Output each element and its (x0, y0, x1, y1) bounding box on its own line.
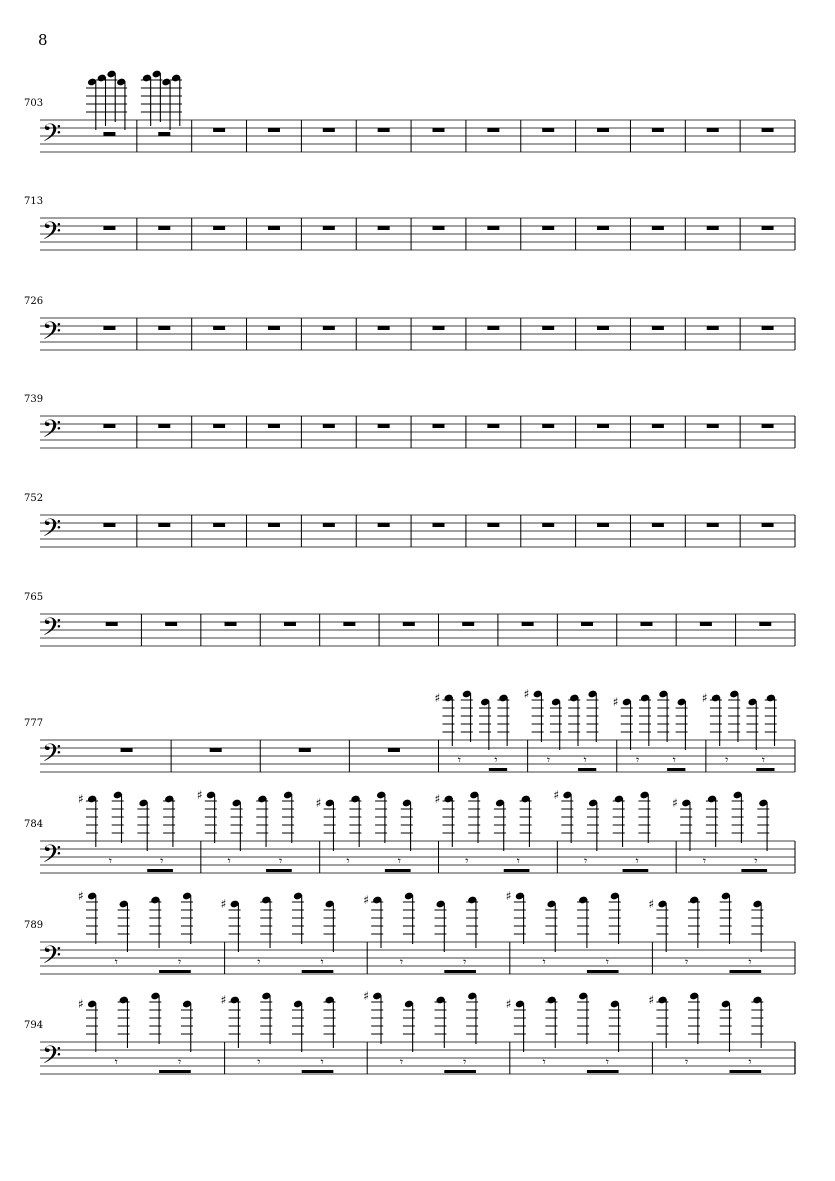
beam (730, 970, 762, 973)
eighth-rest: 𝄾 (605, 1055, 609, 1069)
whole-rest (597, 226, 609, 230)
sharp-accidental: ♯ (648, 993, 655, 1007)
whole-rest (542, 424, 554, 428)
eighth-rest: 𝄾 (748, 1055, 752, 1069)
eighth-rest: 𝄾 (114, 955, 118, 969)
whole-rest (433, 523, 445, 527)
whole-rest (403, 622, 415, 626)
measure-number: 739 (24, 394, 44, 405)
whole-rest (158, 326, 170, 330)
measure-number: 752 (24, 493, 44, 504)
eighth-rest: 𝄾 (494, 753, 498, 767)
measure-number: 713 (24, 196, 44, 207)
sharp-accidental: ♯ (363, 989, 370, 1003)
eighth-rest: 𝄾 (465, 854, 469, 868)
whole-rest (378, 424, 390, 428)
eighth-rest: 𝄾 (320, 955, 324, 969)
eighth-rest: 𝄾 (672, 753, 676, 767)
sharp-accidental: ♯ (196, 788, 203, 802)
whole-rest (597, 326, 609, 330)
whole-rest (213, 523, 225, 527)
measure-number: 794 (24, 1020, 44, 1031)
beam (159, 970, 191, 973)
bass-clef-icon: 𝄢 (42, 415, 62, 450)
eighth-rest: 𝄾 (257, 955, 261, 969)
measure-number: 777 (24, 718, 44, 729)
whole-rest (103, 226, 115, 230)
beam (489, 768, 507, 771)
beam (587, 1070, 619, 1073)
whole-rest (652, 523, 664, 527)
eighth-rest: 𝄾 (635, 854, 639, 868)
beam (444, 970, 476, 973)
whole-rest (433, 128, 445, 132)
beam (159, 1070, 191, 1073)
whole-rest (378, 326, 390, 330)
whole-rest (707, 128, 719, 132)
eighth-rest: 𝄾 (177, 1055, 182, 1069)
whole-rest (652, 424, 664, 428)
sharp-accidental: ♯ (220, 993, 227, 1007)
sharp-accidental: ♯ (505, 889, 512, 903)
beam (385, 869, 411, 872)
whole-rest (542, 226, 554, 230)
whole-rest (522, 622, 534, 626)
whole-rest (103, 326, 115, 330)
whole-rest (762, 128, 774, 132)
half-rest (158, 132, 170, 136)
bass-clef-icon: 𝄢 (42, 217, 62, 252)
eighth-rest: 𝄾 (227, 854, 231, 868)
eighth-rest: 𝄾 (346, 854, 350, 868)
eighth-rest: 𝄾 (160, 854, 164, 868)
whole-rest (323, 128, 335, 132)
whole-rest (103, 523, 115, 527)
whole-rest (433, 424, 445, 428)
whole-rest (487, 128, 499, 132)
sharp-accidental: ♯ (553, 788, 560, 802)
bass-clef-icon: 𝄢 (42, 317, 62, 352)
whole-rest (378, 128, 390, 132)
sharp-accidental: ♯ (78, 997, 84, 1011)
eighth-rest: 𝄾 (463, 955, 467, 969)
whole-rest (323, 523, 335, 527)
whole-rest (213, 326, 225, 330)
bass-clef-icon: 𝄢 (42, 941, 62, 976)
beam (667, 768, 685, 771)
whole-rest (106, 622, 118, 626)
whole-rest (165, 622, 177, 626)
eighth-rest: 𝄾 (584, 854, 588, 868)
whole-rest (487, 226, 499, 230)
whole-rest (581, 622, 593, 626)
sharp-accidental: ♯ (612, 695, 619, 709)
whole-rest (433, 326, 445, 330)
whole-rest (652, 326, 664, 330)
whole-rest (462, 622, 474, 626)
measure-number: 726 (24, 296, 44, 307)
eighth-rest: 𝄾 (177, 955, 182, 969)
eighth-rest: 𝄾 (457, 753, 461, 767)
eighth-rest: 𝄾 (320, 1055, 324, 1069)
whole-rest (121, 748, 133, 752)
whole-rest (284, 622, 296, 626)
eighth-rest: 𝄾 (399, 955, 404, 969)
whole-rest (597, 523, 609, 527)
eighth-rest: 𝄾 (108, 854, 112, 868)
sharp-accidental: ♯ (701, 691, 708, 705)
eighth-rest: 𝄾 (685, 955, 689, 969)
beam (623, 869, 649, 872)
bass-clef-icon: 𝄢 (42, 739, 62, 774)
bass-clef-icon: 𝄢 (42, 514, 62, 549)
bass-clef-icon: 𝄢 (42, 840, 62, 875)
whole-rest (597, 424, 609, 428)
whole-rest (487, 523, 499, 527)
sharp-accidental: ♯ (78, 889, 84, 903)
sharp-accidental: ♯ (505, 997, 512, 1011)
whole-rest (487, 326, 499, 330)
whole-rest (762, 424, 774, 428)
half-rest (103, 132, 115, 136)
eighth-rest: 𝄾 (748, 955, 752, 969)
whole-rest (388, 748, 400, 752)
beam (444, 1070, 476, 1073)
beam (587, 970, 619, 973)
whole-rest (343, 622, 355, 626)
bass-clef-icon: 𝄢 (42, 613, 62, 648)
eighth-rest: 𝄾 (399, 1055, 404, 1069)
eighth-rest: 𝄾 (278, 854, 283, 868)
whole-rest (759, 622, 771, 626)
whole-rest (652, 128, 664, 132)
eighth-rest: 𝄾 (542, 955, 546, 969)
whole-rest (762, 326, 774, 330)
whole-rest (158, 226, 170, 230)
whole-rest (707, 226, 719, 230)
eighth-rest: 𝄾 (257, 1055, 261, 1069)
whole-rest (652, 226, 664, 230)
whole-rest (268, 226, 280, 230)
whole-rest (433, 226, 445, 230)
bass-clef-icon: 𝄢 (42, 119, 62, 154)
whole-rest (323, 226, 335, 230)
whole-rest (213, 226, 225, 230)
measure-number: 765 (24, 592, 44, 603)
eighth-rest: 𝄾 (516, 854, 520, 868)
eighth-rest: 𝄾 (754, 854, 758, 868)
whole-rest (640, 622, 652, 626)
whole-rest (103, 424, 115, 428)
sharp-accidental: ♯ (78, 792, 84, 806)
measure-number: 789 (24, 920, 44, 931)
bass-clef-icon: 𝄢 (42, 1041, 62, 1076)
measure-number: 784 (24, 819, 44, 830)
whole-rest (542, 523, 554, 527)
eighth-rest: 𝄾 (546, 753, 551, 767)
beam (266, 869, 292, 872)
sharp-accidental: ♯ (523, 687, 530, 701)
beam (302, 1070, 334, 1073)
whole-rest (487, 424, 499, 428)
whole-rest (378, 523, 390, 527)
whole-rest (323, 326, 335, 330)
whole-rest (268, 523, 280, 527)
whole-rest (268, 326, 280, 330)
beam (302, 970, 334, 973)
whole-rest (268, 424, 280, 428)
whole-rest (700, 622, 712, 626)
whole-rest (542, 326, 554, 330)
whole-rest (158, 424, 170, 428)
whole-rest (597, 128, 609, 132)
whole-rest (213, 424, 225, 428)
sharp-accidental: ♯ (434, 691, 441, 705)
beam (756, 768, 774, 771)
whole-rest (707, 424, 719, 428)
whole-rest (210, 748, 222, 752)
eighth-rest: 𝄾 (605, 955, 609, 969)
eighth-rest: 𝄾 (685, 1055, 689, 1069)
beam (741, 869, 767, 872)
eighth-rest: 𝄾 (397, 854, 401, 868)
whole-rest (213, 128, 225, 132)
whole-rest (158, 523, 170, 527)
beam (504, 869, 530, 872)
whole-rest (225, 622, 237, 626)
eighth-rest: 𝄾 (702, 854, 707, 868)
eighth-rest: 𝄾 (583, 753, 587, 767)
page-number: 8 (38, 31, 48, 49)
sharp-accidental: ♯ (648, 897, 655, 911)
sharp-accidental: ♯ (434, 792, 441, 806)
sharp-accidental: ♯ (220, 897, 227, 911)
eighth-rest: 𝄾 (463, 1055, 467, 1069)
whole-rest (268, 128, 280, 132)
beam (147, 869, 173, 872)
eighth-rest: 𝄾 (542, 1055, 546, 1069)
whole-rest (762, 523, 774, 527)
whole-rest (323, 424, 335, 428)
whole-rest (542, 128, 554, 132)
whole-rest (707, 326, 719, 330)
beam (730, 1070, 762, 1073)
beam (578, 768, 596, 771)
measure-number: 703 (24, 98, 44, 109)
whole-rest (378, 226, 390, 230)
sharp-accidental: ♯ (672, 796, 678, 810)
whole-rest (762, 226, 774, 230)
eighth-rest: 𝄾 (761, 753, 765, 767)
whole-rest (299, 748, 311, 752)
eighth-rest: 𝄾 (636, 753, 640, 767)
eighth-rest: 𝄾 (725, 753, 729, 767)
sharp-accidental: ♯ (315, 796, 322, 810)
sharp-accidental: ♯ (363, 893, 370, 907)
eighth-rest: 𝄾 (114, 1055, 118, 1069)
whole-rest (707, 523, 719, 527)
